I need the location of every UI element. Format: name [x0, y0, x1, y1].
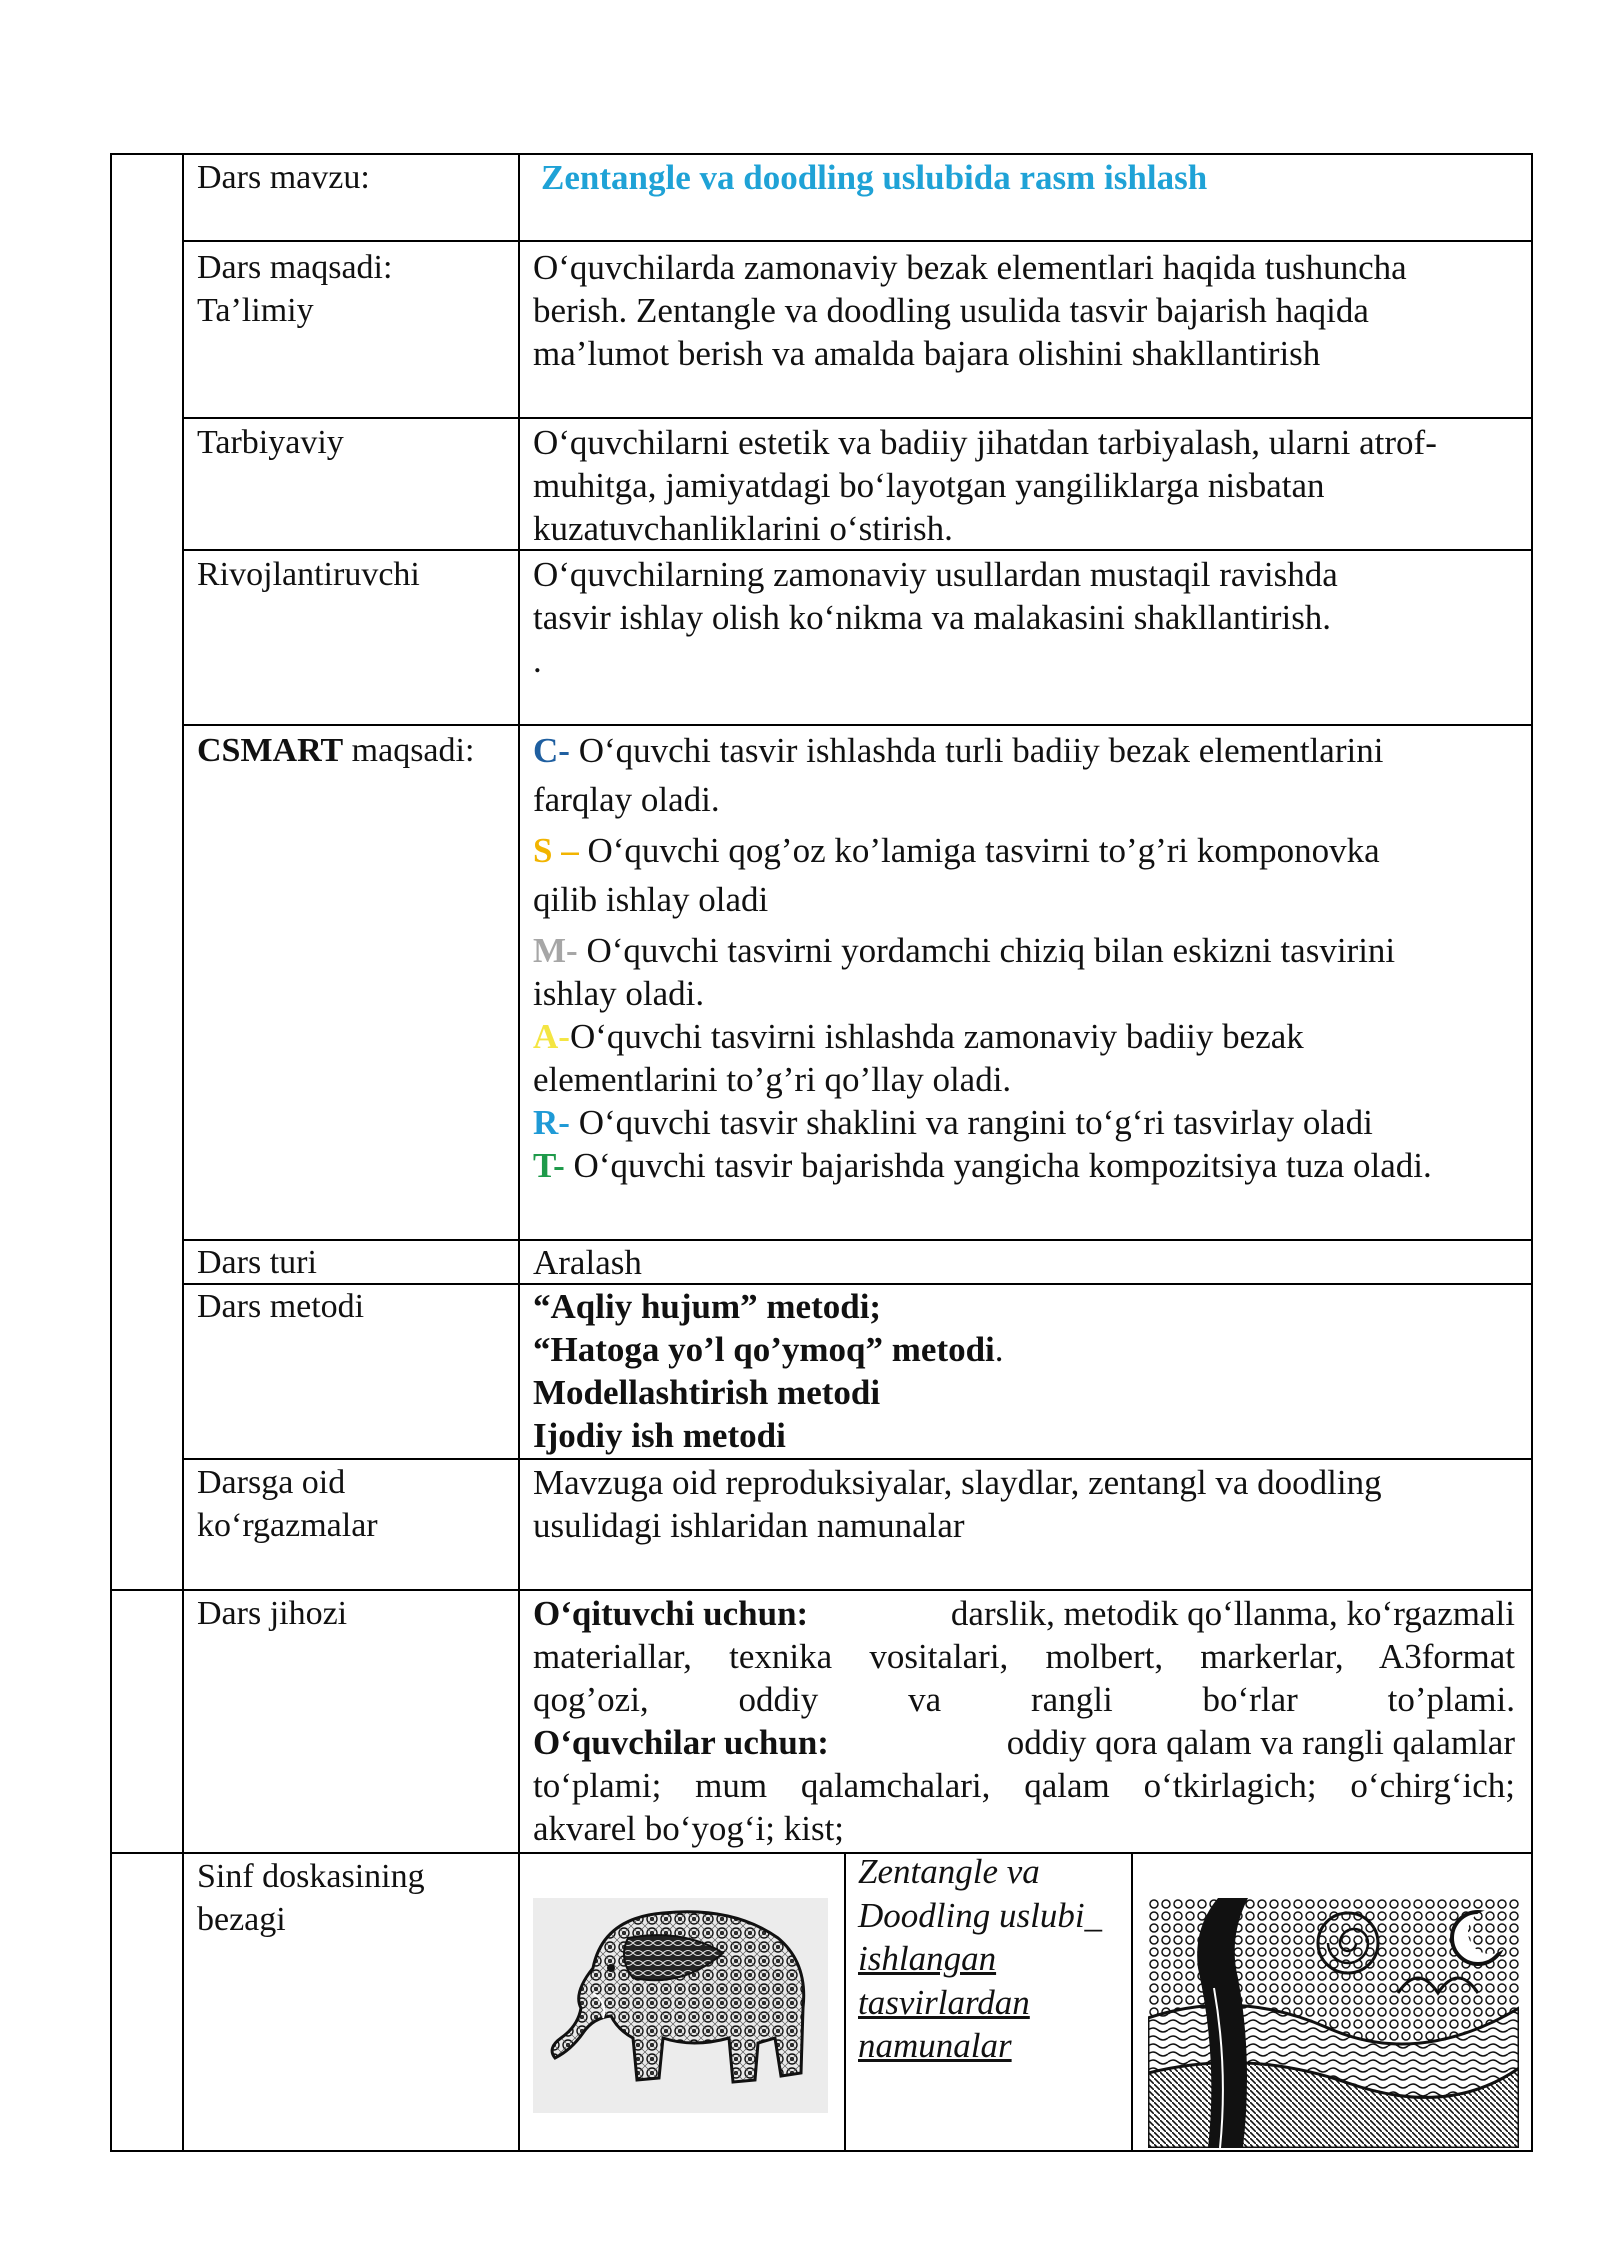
csmart-s-line — [533, 829, 1380, 873]
elephant-zentangle-image — [533, 1898, 828, 2113]
student-label: O‘quvchilar uchun: — [533, 1723, 829, 1762]
label-darsga-oid: Darsga oid — [197, 1464, 346, 1501]
jihoz-line-1 — [533, 1592, 1515, 1636]
korgazma-line-1: Mavzuga oid reproduksiyalar, slaydlar, zentangl va doodling — [533, 1463, 1382, 1502]
row-line — [182, 240, 1533, 242]
teacher-label: O‘qituvchi uchun: — [533, 1594, 809, 1633]
method-2: “Hatoga yo’l qo’ymoq” metodi — [533, 1330, 995, 1369]
csmart-r-text: O‘quvchi tasvir shaklini va rangini to‘g‘ri tasvirlay oladi — [569, 1103, 1373, 1142]
jihoz-line-4 — [533, 1721, 1515, 1765]
row-line — [182, 1458, 1533, 1460]
row-line — [182, 417, 1533, 419]
tarbiyaviy-line-2: muhitga, jamiyatdagi bo‘layotgan yangiliklarga nisbatan — [533, 466, 1325, 505]
csmart-s-cont: qilib ishlay oladi — [533, 880, 769, 919]
csmart-bold: CSMART — [197, 732, 344, 769]
method-2-line — [533, 1328, 1004, 1372]
csmart-c-text: O‘quvchi tasvir ishlashda turli badiiy bezak elementlarini — [569, 731, 1384, 770]
label-rivojlantiruvchi: Rivojlantiruvchi — [197, 556, 420, 593]
korgazma-line-2: usulidagi ishlaridan namunalar — [533, 1506, 965, 1545]
csmart-t-text: O‘quvchi tasvir bajarishda yangicha kompozitsiya tuza oladi. — [564, 1146, 1432, 1185]
tarbiyaviy-line-3: kuzatuvchanliklarini o‘stirish. — [533, 509, 953, 548]
caption-line-2: Doodling uslubi_ — [858, 1895, 1103, 1935]
csmart-r-line — [533, 1101, 1373, 1145]
jihoz-line-3 — [533, 1678, 1515, 1722]
csmart-m-text: O‘quvchi tasvirni yordamchi chiziq bilan eskizni tasvirini — [577, 931, 1396, 970]
method-3: Modellashtirish metodi — [533, 1373, 881, 1412]
column-divider-4 — [1131, 1852, 1133, 2152]
table-bottom-border — [110, 2150, 1533, 2152]
csmart-t-line — [533, 1144, 1432, 1188]
label-sinf-doskasining: Sinf doskasining — [197, 1858, 425, 1895]
label-korgazmalar: ko‘rgazmalar — [197, 1507, 378, 1544]
csmart-letter-m: M- — [533, 931, 578, 970]
csmart-m-line — [533, 929, 1395, 973]
csmart-letter-a: A- — [533, 1017, 570, 1056]
csmart-c-line — [533, 729, 1383, 773]
caption-line-3: ishlangan — [858, 1939, 997, 1978]
rivoj-line-2: tasvir ishlay olish ko‘nikma va malakasini shakllantirish. — [533, 598, 1332, 637]
row-line — [110, 1589, 1533, 1591]
label-dars-metodi: Dars metodi — [197, 1288, 365, 1325]
label-dars-maqsadi: Dars maqsadi: — [197, 249, 393, 286]
caption-line-4: tasvirlardan — [858, 1982, 1030, 2022]
csmart-letter-r: R- — [533, 1103, 570, 1142]
csmart-a-cont: elementlarini to’g’ri qo’llay oladi. — [533, 1060, 1012, 1099]
jihoz-line-6: akvarel bo‘yog‘i; kist; — [533, 1809, 845, 1848]
label-dars-turi: Dars turi — [197, 1244, 317, 1281]
row-line — [182, 1239, 1533, 1241]
csmart-s-text: O‘quvchi qog’oz ko’lamiga tasvirni to’g’ri komponovka — [578, 831, 1380, 870]
goal-line-1: O‘quvchilarda zamonaviy bezak elementlari haqida tushuncha — [533, 248, 1407, 287]
goal-line-3: ma’lumot berish va amalda bajara olishini shakllantirish — [533, 334, 1321, 373]
jihoz-word: va — [908, 1680, 942, 1719]
table-top-border — [110, 153, 1533, 155]
tarbiyaviy-line-1: O‘quvchilarni estetik va badiiy jihatdan tarbiyalash, ularni atrof- — [533, 423, 1437, 462]
student-text: oddiy qora qalam va rangli qalamlar — [1006, 1723, 1515, 1762]
lesson-topic: Zentangle va doodling uslubida rasm ishlash — [541, 158, 1208, 197]
row-line — [110, 1852, 1533, 1854]
csmart-rest: maqsadi: — [343, 732, 475, 769]
rivoj-line-1: O‘quvchilarning zamonaviy usullardan mustaqil ravishda — [533, 555, 1338, 594]
method-1: “Aqliy hujum” metodi; — [533, 1287, 882, 1326]
label-dars-mavzu: Dars mavzu: — [197, 159, 370, 196]
label-tarbiyaviy: Tarbiyaviy — [197, 424, 344, 461]
method-4: Ijodiy ish metodi — [533, 1416, 786, 1455]
teacher-text: darslik, metodik qo‘llanma, ko‘rgazmali — [950, 1594, 1515, 1633]
label-talimiy: Ta’limiy — [197, 292, 314, 329]
csmart-m-cont: ishlay oladi. — [533, 974, 705, 1013]
label-dars-jihozi: Dars jihozi — [197, 1595, 348, 1632]
label-csmart — [197, 729, 474, 773]
csmart-a-text: O‘quvchi tasvirni ishlashda zamonaviy badiiy bezak — [569, 1017, 1304, 1056]
doodle-landscape-image — [1148, 1898, 1519, 2148]
rivoj-line-3: . — [533, 641, 542, 680]
column-divider-3 — [844, 1852, 846, 2152]
csmart-letter-c: C- — [533, 731, 570, 770]
csmart-c-cont: farqlay oladi. — [533, 780, 720, 819]
csmart-letter-s: S – — [533, 831, 579, 870]
method-2-dot: . — [994, 1330, 1004, 1369]
image-caption — [858, 1850, 1102, 2068]
jihoz-line-2: materiallar, texnika vositalari, molbert, markerlar, A3format — [533, 1637, 1515, 1676]
jihoz-word: rangli — [1031, 1680, 1113, 1719]
jihoz-line-5: to‘plami; mum qalamchalari, qalam o‘tkirlagich; o‘chirg‘ich; — [533, 1766, 1515, 1805]
csmart-letter-t: T- — [533, 1146, 565, 1185]
caption-line-1: Zentangle va — [858, 1852, 1040, 1891]
jihoz-word: bo‘rlar — [1202, 1680, 1298, 1719]
jihoz-word: to’plami. — [1387, 1680, 1515, 1719]
caption-line-5: namunalar — [858, 2026, 1012, 2065]
dars-turi-value: Aralash — [533, 1243, 642, 1282]
goal-line-2: berish. Zentangle va doodling usulida tasvir bajarish haqida — [533, 291, 1369, 330]
jihoz-word: qog’ozi, — [533, 1680, 649, 1719]
csmart-a-line — [533, 1015, 1304, 1059]
label-bezagi: bezagi — [197, 1901, 286, 1938]
row-line — [182, 724, 1533, 726]
jihoz-word: oddiy — [738, 1680, 819, 1719]
